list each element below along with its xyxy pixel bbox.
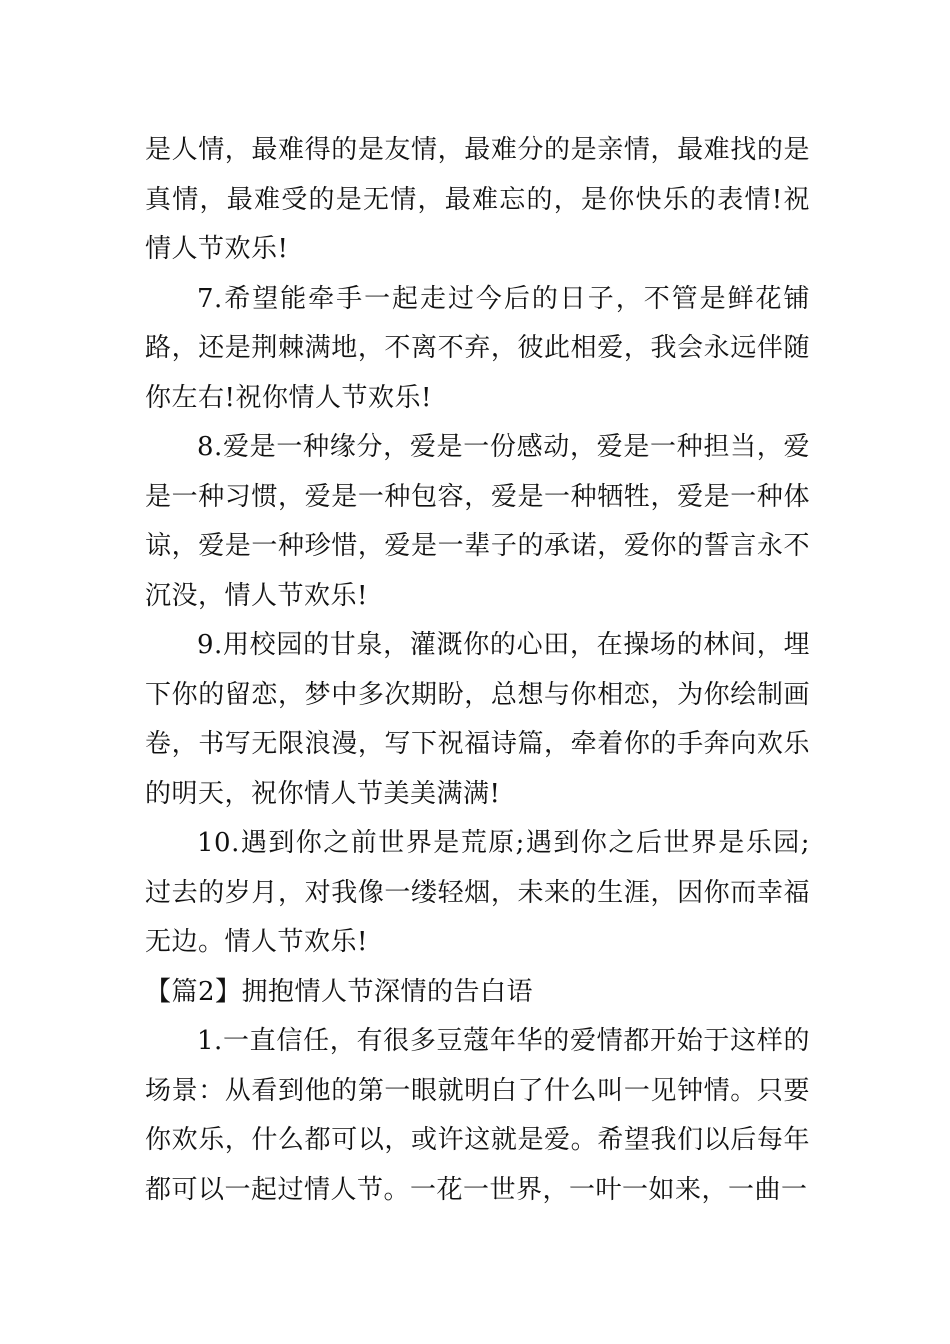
document-body bbox=[145, 126, 810, 1215]
paragraph-item-7: 7.希望能牵手一起走过今后的日子，不管是鲜花铺路，还是荆棘满地，不离不弃，彼此相爱，我会永远伴随你左右!祝你情人节欢乐! bbox=[145, 283, 810, 413]
paragraph-item-10: 10.遇到你之前世界是荒原;遇到你之后世界是乐园;过去的岁月，对我像一缕轻烟，未来的生涯，因你而幸福无边。情人节欢乐! bbox=[145, 828, 810, 957]
paragraph-continuation: 是人情，最难得的是友情，最难分的是亲情，最难找的是真情，最难受的是无情，最难忘的，是你快乐的表情!祝情人节欢乐! bbox=[145, 135, 810, 264]
paragraph-item-9: 9.用校园的甘泉，灌溉你的心田，在操场的林间，埋下你的留恋，梦中多次期盼，总想与你相恋，为你绘制画卷，书写无限浪漫，写下祝福诗篇，牵着你的手奔向欢乐的明天，祝你情人节美美满满! bbox=[145, 630, 810, 809]
paragraph-item-8: 8.爱是一种缘分，爱是一份感动，爱是一种担当，爱是一种习惯，爱是一种包容，爱是一种牺牲，爱是一种体谅，爱是一种珍惜，爱是一辈子的承诺，爱你的誓言永不沉没，情人节欢乐! bbox=[145, 432, 810, 611]
section-heading: 【篇2】拥抱情人节深情的告白语 bbox=[145, 976, 534, 1007]
section-paragraph-item-1: 1.一直信任，有很多豆蔻年华的爱情都开始于这样的场景：从看到他的第一眼就明白了什么叫一见钟情。只要你欢乐，什么都可以，或许这就是爱。希望我们以后每年都可以一起过情人节。一花一世界，一叶一如来，一曲一 bbox=[145, 1026, 810, 1205]
